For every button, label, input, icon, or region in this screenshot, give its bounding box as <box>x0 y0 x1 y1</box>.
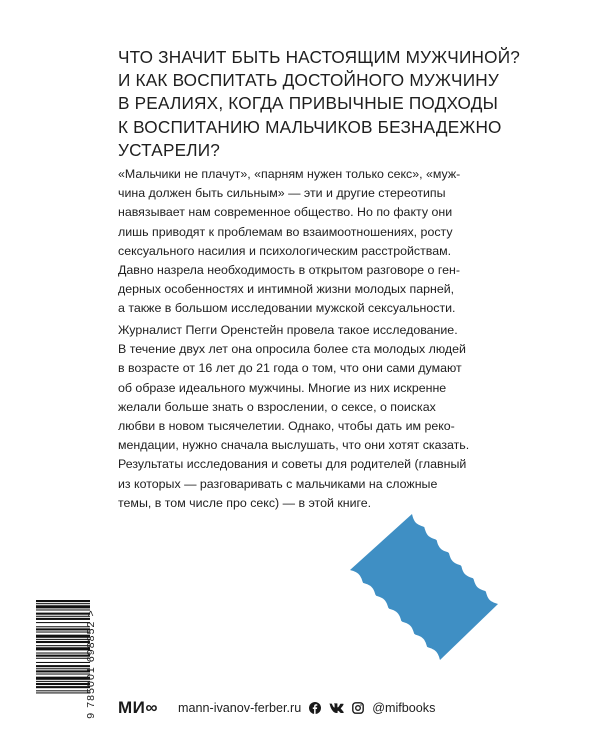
headline <box>118 46 521 162</box>
barcode-bar <box>36 692 90 693</box>
paragraph-line: дерных особенностях и интимной жизни молодых парней, <box>118 282 455 297</box>
blue-decorative-shape <box>340 510 520 690</box>
paragraph-line: в возрасте от 16 лет до 21 года о том, что они сами думают <box>118 361 462 376</box>
barcode-bar <box>36 645 90 646</box>
paragraph-line: любви в новом тысячелетии. Однако, чтобы дать им реко- <box>118 419 455 434</box>
publisher-logo <box>118 698 158 718</box>
paragraph-line: В течение двух лет она опросила более ста молодых людей <box>118 342 466 357</box>
headline-line: В РЕАЛИЯХ, КОГДА ПРИВЫЧНЫЕ ПОДХОДЫ <box>118 93 498 114</box>
barcode-bar <box>36 639 90 640</box>
paragraph-line: навязывает нам современное общество. Но по факту они <box>118 205 453 220</box>
barcode-bar <box>36 622 90 623</box>
headline-line: К ВОСПИТАНИЮ МАЛЬЧИКОВ БЕЗНАДЕЖНО <box>118 116 502 137</box>
barcode-bar <box>36 605 90 608</box>
barcode-bar <box>36 635 90 638</box>
barcode-bar <box>36 618 90 620</box>
description-paragraph-1 <box>118 165 498 319</box>
barcode-bar <box>36 603 90 604</box>
barcode-bar <box>36 670 90 672</box>
blue-shape-path <box>350 514 498 660</box>
description-paragraph-2 <box>118 321 498 513</box>
barcode-bar <box>36 677 90 680</box>
barcode-bar <box>36 609 90 610</box>
vk-icon[interactable] <box>329 703 344 713</box>
barcode-bar <box>36 647 90 650</box>
instagram-icon[interactable] <box>352 702 364 714</box>
barcode-bar <box>36 686 90 688</box>
barcode-bar <box>36 662 90 663</box>
paragraph-line: темы, в том числе про секс) — в этой книге. <box>118 495 372 510</box>
paragraph-line: об образе идеального мужчины. Многие из них искренне <box>118 380 447 395</box>
headline-line: ЧТО ЗНАЧИТ БЫТЬ НАСТОЯЩИМ МУЖЧИНОЙ? <box>118 47 521 67</box>
headline-line: УСТАРЕЛИ? <box>118 139 221 160</box>
isbn-number <box>84 602 98 726</box>
paragraph-line: Результаты исследования и советы для родителей (главный <box>118 457 467 472</box>
paragraph-line: чина должен быть сильным» — эти и другие стереотипы <box>118 186 446 201</box>
barcode-bar <box>36 658 90 659</box>
isbn-text: 9 785001 698852 > <box>85 609 97 719</box>
paragraph-line: мендации, нужно сначала выслушать, что они хотят сказать. <box>118 438 470 453</box>
paragraph-line: сексуального насилия и психологическим расстройствам. <box>118 243 452 258</box>
barcode-bars <box>36 600 90 693</box>
barcode-bar <box>36 613 90 615</box>
barcode-bar <box>36 690 90 691</box>
barcode-bar <box>36 674 90 675</box>
paragraph-line: «Мальчики не плачут», «парням нужен только секс», «муж- <box>118 167 461 181</box>
logo-text: МИ∞ <box>118 698 158 717</box>
paragraph-line: Давно назрела необходимость в открытом разговоре о ген- <box>118 263 460 278</box>
barcode-bar <box>36 655 90 657</box>
paragraph-line: лишь приводят к проблемам во взаимоотношениях, росту <box>118 224 453 239</box>
facebook-icon[interactable] <box>309 702 321 714</box>
paragraph-line: Журналист Пегги Оренстейн провела такое исследование. <box>118 323 458 337</box>
barcode-bar <box>36 665 90 667</box>
barcode-bar <box>36 628 90 630</box>
barcode-bar <box>36 681 90 682</box>
barcode-bar <box>36 653 90 654</box>
barcode-bar <box>36 632 90 633</box>
paragraph-line: желали больше знать о взрослении, о сексе, о поисках <box>118 399 436 414</box>
website-link[interactable]: mann-ivanov-ferber.ru <box>178 701 302 715</box>
paragraph-line: из которых — разговаривать с мальчиками на сложные <box>118 476 438 491</box>
barcode-bar <box>36 616 90 617</box>
barcode-bar <box>36 600 90 602</box>
barcode-bar <box>36 641 90 643</box>
barcode-bar <box>36 626 90 627</box>
paragraph-line: а также в большом исследовании мужской сексуальности. <box>118 301 456 316</box>
barcode-bar <box>36 668 90 669</box>
barcode-bar <box>36 683 90 685</box>
barcode <box>36 600 90 728</box>
footer <box>118 696 435 720</box>
headline-line: И КАК ВОСПИТАТЬ ДОСТОЙНОГО МУЖЧИНУ <box>118 70 499 91</box>
social-handle[interactable]: @mifbooks <box>372 701 436 715</box>
